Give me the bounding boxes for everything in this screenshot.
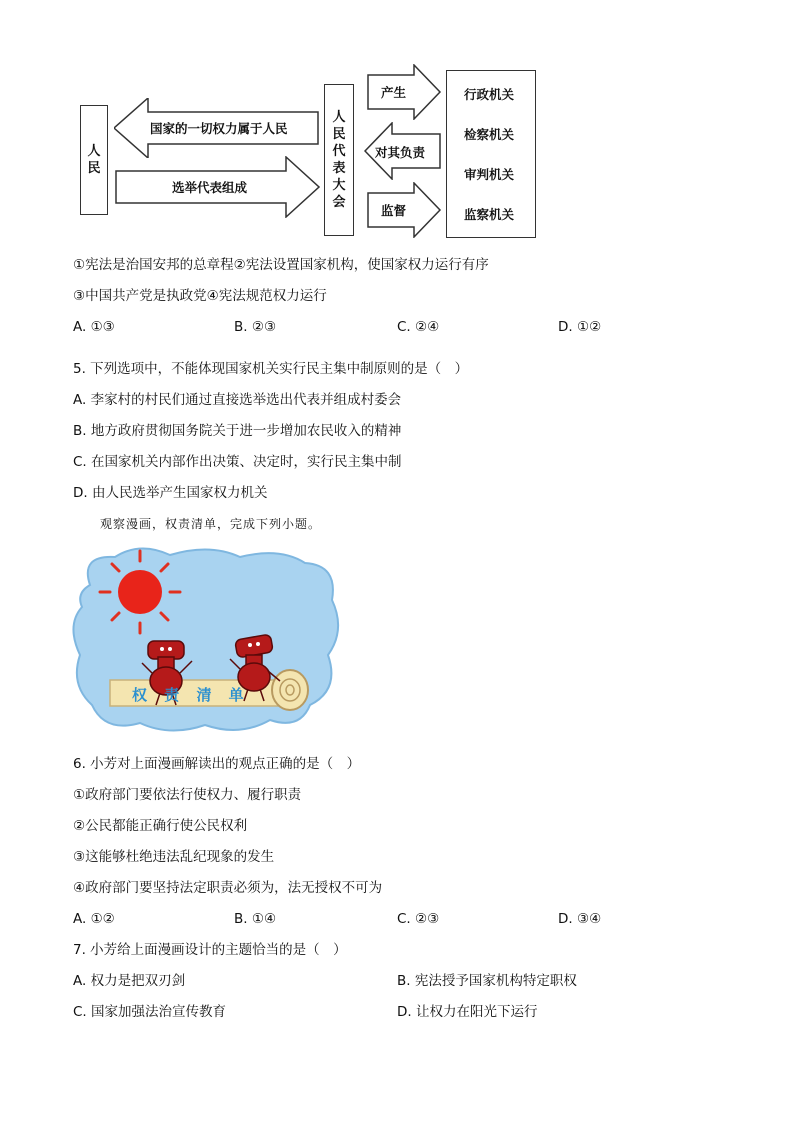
q5-option-a[interactable]: A. 李家村的村民们通过直接选举选出代表并组成村委会 (73, 392, 402, 408)
organ-supervisory: 监察机关 (464, 207, 515, 222)
organs-box (446, 70, 536, 238)
q6-item-1: ①政府部门要依法行使权力、履行职责 (73, 787, 302, 803)
congress-box (324, 84, 354, 236)
q7-option-d[interactable]: D. 让权力在阳光下运行 (397, 1004, 538, 1020)
organ-procuratorate: 检察机关 (464, 127, 515, 142)
q4-option-c[interactable]: C. ②④ (397, 319, 440, 335)
organ-executive: 行政机关 (464, 87, 515, 102)
produce-label: 产生 (381, 85, 407, 100)
q6-item-2: ②公民都能正确行使公民权利 (73, 818, 248, 834)
cartoon-image (70, 545, 342, 735)
q4-option-a[interactable]: A. ①③ (73, 319, 115, 335)
q5-option-d[interactable]: D. 由人民选举产生国家权力机关 (73, 485, 268, 501)
supervise-label: 监督 (381, 203, 407, 218)
responsible-label: 对其负责 (375, 145, 426, 160)
q6-item-4: ④政府部门要坚持法定职责必须为，法无授权不可为 (73, 880, 383, 896)
q5-stem: 5. 下列选项中，不能体现国家机关实行民主集中制原则的是（ ） (73, 361, 469, 377)
q7-option-c[interactable]: C. 国家加强法治宣传教育 (73, 1004, 227, 1020)
cartoon-caption: 观察漫画，权责清单，完成下列小题。 (100, 517, 322, 531)
q6-option-b[interactable]: B. ①④ (234, 911, 277, 927)
q7-option-b[interactable]: B. 宪法授予国家机构特定职权 (397, 973, 577, 989)
people-label: 人民 (87, 144, 101, 176)
q6-option-d[interactable]: D. ③④ (558, 911, 602, 927)
q5-option-c[interactable]: C. 在国家机关内部作出决策、决定时，实行民主集中制 (73, 454, 402, 470)
q6-stem: 6. 小芳对上面漫画解读出的观点正确的是（ ） (73, 756, 361, 772)
organ-judicial: 审判机关 (464, 167, 515, 182)
scroll-text: 权 责 清 单 (132, 686, 250, 704)
q7-option-a[interactable]: A. 权力是把双刃剑 (73, 973, 186, 989)
q4-statement-line-2: ③中国共产党是执政党④宪法规范权力运行 (73, 288, 327, 304)
power-diagram (70, 60, 550, 240)
q4-option-b[interactable]: B. ②③ (234, 319, 277, 335)
q6-option-c[interactable]: C. ②③ (397, 911, 440, 927)
q6-item-3: ③这能够杜绝违法乱纪现象的发生 (73, 849, 275, 865)
q6-option-a[interactable]: A. ①② (73, 911, 115, 927)
q4-option-d[interactable]: D. ①② (558, 319, 602, 335)
q7-stem: 7. 小芳给上面漫画设计的主题恰当的是（ ） (73, 942, 347, 958)
q5-option-b[interactable]: B. 地方政府贯彻国务院关于进一步增加农民收入的精神 (73, 423, 402, 439)
congress-label: 人民代表大会 (332, 110, 346, 210)
arrow-bottom-label: 选举代表组成 (172, 180, 248, 195)
q4-statement-line-1: ①宪法是治国安邦的总章程②宪法设置国家机构，使国家权力运行有序 (73, 257, 489, 273)
arrow-top-label: 国家的一切权力属于人民 (150, 121, 288, 136)
people-box (80, 105, 108, 215)
